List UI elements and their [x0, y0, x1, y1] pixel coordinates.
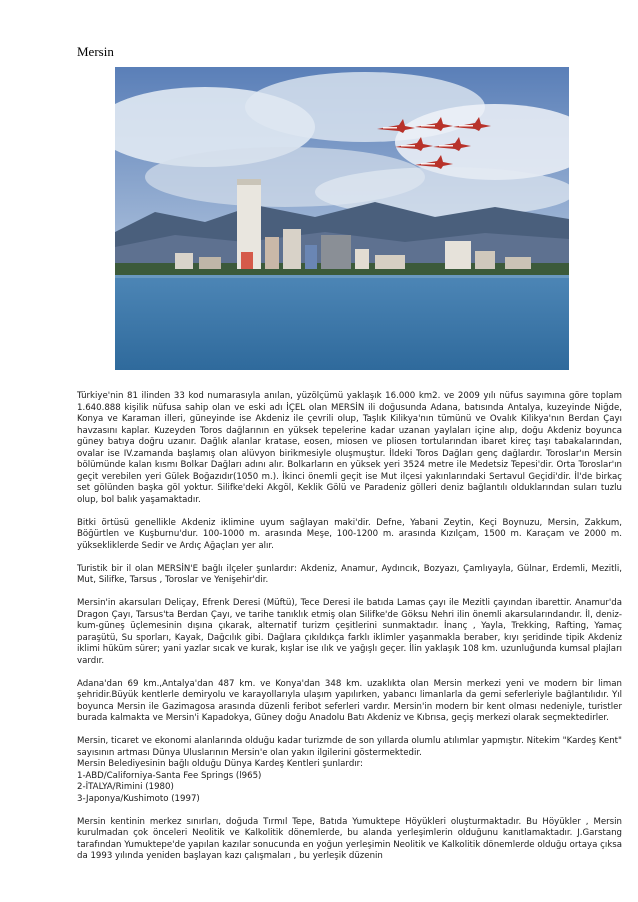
- twin-intro: Mersin, ticaret ve ekonomi alanlarında olduğu kadar turizmde de son yıllarda olumlu atılımlar yapmıştır. Nitekim "Kardeş Kent" sayısının artması Dünya Uluslarının Mersin'e olan yakın ilgilerini göstermektedir.: [77, 736, 622, 758]
- document-body: [77, 391, 622, 874]
- paragraph-transport: Adana'dan 69 km.,Antalya'dan 487 km. ve Konya'dan 348 km. uzaklıkta olan Mersin merkezi yeni ve modern bir liman şehridir.Büyük kentlerle demiryolu ve karayollarıyla ulaşım yapılırken, yabancı limanlarla da gemi seferleriyle bağlantılıdır. Yıl boyunca Mersin ile Gazimagosa arasında düzenli feribot seferleri vardır. Mersin'in modern bir kent olması nedeniyle, turistler burada kalmakta ve Mersin'i Kapadokya, Güney doğu Anadolu Batı Akdeniz ve Kıbrısa, geçiş merkezi olarak seçmektedirler.: [77, 678, 622, 723]
- page-title: Mersin: [77, 44, 114, 59]
- mersin-photo: [115, 67, 569, 370]
- paragraph-geography: Türkiye'nin 81 ilinden 33 kod numarasıyla anılan, yüzölçümü yaklaşık 16.000 km2. ve 2009 yılı nüfus sayımına göre toplam 1.640.888 kişilik nüfusa sahip olan ve eski adı İÇEL olan MERSİN ili doğusunda Adana, batısında Antalya, kuzeyinde Niğde, Konya ve Karaman illeri, güneyinde ise Akdeniz ile çevrili olup, Taşlık Kilikya'nın tümünü ve Ovalık Kilikya'nın Berdan Çayı havzasını kaplar. Kuzeyden Toros dağlarının en yüksek tepelerine kadar uzanan yaylaları içine alıp, doğu Akdeniz boyunca güney batıya doğru uzanır. Dağlık alanlar kratase, eosen, miosen ve pliosen tortularından ibaret kireç taşı tabakalarından, ovalar ise IV.zamanda başlamış olan alüvyon birikmesiyle oluşmuştur. İldeki Toros Dağları genç dağlardır. Toroslar'ın Mersin bölümünde kalan kısmı Bolkar Dağları adını alır. Bolkarların en yüksek yeri 3524 metre ile Medetsiz Tepesi'dir. Orta Toroslar'ın geçit verebilen yeri Gülek Boğazıdır(1050 m.). İkinci önemli geçit ise Mut ilçesi yakınlarındaki Sertavul Geçidi'dir. İl'de birkaç set gölünden başka göl yoktur. Silifke'deki Akgöl, Keklik Gölü ve Paradeniz gölleri deniz bağlantılı olduklarından suları tuzlu olup, bol balık yaşamaktadır.: [77, 391, 622, 505]
- twin-heading: Mersin Belediyesinin bağlı olduğu Dünya Kardeş Kentleri şunlardır:: [77, 759, 363, 769]
- paragraph-history: Mersin kentinin merkez sınırları, doğuda Tırmıl Tepe, Batıda Yumuktepe Höyükleri oluşturmaktadır. Bu Höyükler , Mersin kurulmadan çok önceleri Neolitik ve Kalkolitik dönemlerde, bu alanda yerleşimlerin olduğunu kanıtlamaktadır. J.Garstang tarafından Yumuktepe'de yapılan kazılar sonucunda en yoğun yerleşimin Neolitik ve Kalkolitik dönemlerde olduğu ortaya çıksa da 1993 yılında yeniden başlayan kazı çalışmaları , bu yerleşik düzenin: [77, 816, 622, 861]
- paragraph-vegetation: Bitki örtüsü genellikle Akdeniz iklimine uyum sağlayan maki'dir. Defne, Yabani Zeytin, Keçi Boynuzu, Mersin, Zakkum, Böğürtlen ve Kuşburnu'dur. 100-1000 m. arasında Meşe, 100-1200 m. arasında Kızılçam, 1500 m. Karaçam ve 2000 m. yüksekliklerde Sedir ve Ardıç Ağaçları yer alır.: [77, 517, 622, 551]
- mersin-photo-graphic: [115, 67, 569, 370]
- list-item: 3-Japonya/Kushimoto (1997): [77, 793, 200, 804]
- paragraph-rivers: Mersin'in akarsuları Deliçay, Efrenk Deresi (Müftü), Tece Deresi ile batıda Lamas çayı ile Mezitli çayından ibarettir. Anamur'da Dragon Çayı, Tarsus'ta Berdan Çayı, ve tarihe tanıklık etmiş olan Silifke'de Göksu Nehri ilin önemli akarsularındandır. İl, deniz-kum-güneş üçlemesinin dışına çıkarak, alternatif turizm çeşitlerini sunmaktadır. İnanç , Yayla, Trekking, Rafting, Yamaç paraşütü, Su sporları, Kayak, Dağcılık gibi. Dağlara çıkıldıkça farklı iklimler yaşanmakla beraber, kıyı şeridinde tipik Akdeniz iklimi hüküm sürer; yani yazlar sıcak ve kurak, kışlar ise ılık ve yağışlı geçer. İlin yaklaşık 108 km. uzunluğunda kumsal plajları vardır.: [77, 598, 622, 666]
- paragraph-districts: Turistik bir il olan MERSİN'E bağlı ilçeler şunlardır: Akdeniz, Anamur, Aydıncık, Bozyazı, Çamlıyayla, Gülnar, Erdemli, Mezitli, Mut, Silifke, Tarsus , Toroslar ve Yenişehir'dir.: [77, 563, 622, 585]
- list-item: 2-İTALYA/Rimini (1980): [77, 782, 174, 792]
- twin-cities-section: [77, 736, 622, 805]
- list-item: 1-ABD/Californiya-Santa Fee Springs (l965): [77, 770, 262, 781]
